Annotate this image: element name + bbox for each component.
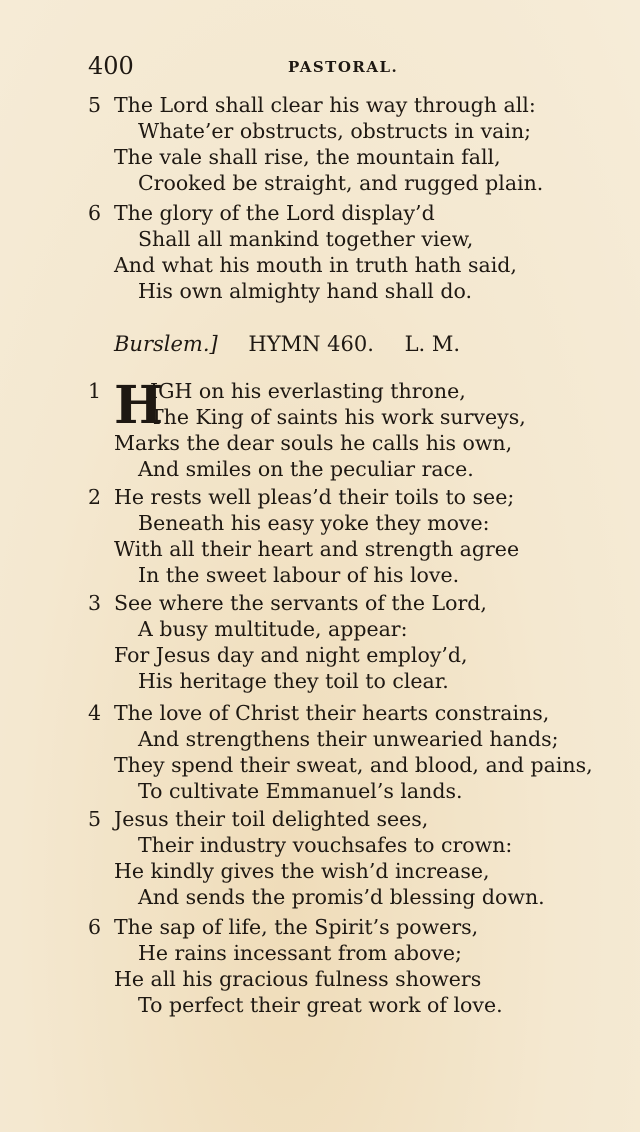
verse-line: IGH on his everlasting throne, [150, 379, 466, 403]
running-head: PASTORAL. [288, 58, 399, 76]
verse-line: And sends the promis’d blessing down. [138, 885, 545, 909]
verse-line: And smiles on the peculiar race. [138, 457, 474, 481]
verse-line: See where the servants of the Lord, [114, 591, 487, 615]
stanza [88, 484, 608, 588]
stanza [88, 375, 608, 482]
verse-line: Whate’er obstructs, obstructs in vain; [138, 119, 532, 143]
verse-line: To cultivate Emmanuel’s lands. [138, 779, 463, 803]
verse-line: He all his gracious fulness showers [114, 967, 482, 991]
verse-line: Jesus their toil delighted sees, [114, 807, 429, 831]
verse-line: Crooked be straight, and rugged plain. [138, 171, 544, 195]
stanza-number: 4 [88, 701, 102, 725]
verse-line: With all their heart and strength agree [114, 537, 520, 561]
stanza [88, 700, 608, 804]
stanza [88, 200, 608, 304]
verse-line: Beneath his easy yoke they move: [138, 511, 490, 535]
drop-cap: H [114, 375, 164, 436]
stanza [88, 914, 608, 1018]
verse-line: He kindly gives the wish’d increase, [114, 859, 490, 883]
verse-line: To perfect their great work of love. [138, 993, 503, 1017]
stanza-number: 2 [88, 485, 102, 509]
hymn-heading [114, 332, 484, 362]
verse-line: And what his mouth in truth hath said, [114, 253, 517, 277]
verse-line: They spend their sweat, and blood, and pains, [114, 753, 593, 777]
verse-line: His own almighty hand shall do. [138, 279, 472, 303]
verse-line: Shall all mankind together view, [138, 227, 474, 251]
verse-line: The King of saints his work surveys, [150, 405, 526, 429]
page-number: 400 [88, 52, 134, 80]
page-header [88, 52, 508, 82]
stanza-number: 1 [88, 379, 102, 403]
verse-line: A busy multitude, appear: [138, 617, 408, 641]
verse-line: The love of Christ their hearts constrains, [114, 701, 550, 725]
tune-name: Burslem.] [114, 332, 218, 356]
stanza [88, 92, 608, 196]
stanza-number: 6 [88, 201, 102, 225]
verse-line: He rains incessant from above; [138, 941, 462, 965]
stanza-number: 6 [88, 915, 102, 939]
verse-line: In the sweet labour of his love. [138, 563, 460, 587]
verse-line: Marks the dear souls he calls his own, [114, 431, 513, 455]
stanza [88, 806, 608, 910]
verse-line: Their industry vouchsafes to crown: [138, 833, 513, 857]
verse-line: His heritage they toil to clear. [138, 669, 449, 693]
hymn-title: HYMN 460. [248, 332, 374, 356]
verse-line: The vale shall rise, the mountain fall, [114, 145, 501, 169]
stanza-number: 3 [88, 591, 102, 615]
verse-line: He rests well pleas’d their toils to see; [114, 485, 515, 509]
verse-line: For Jesus day and night employ’d, [114, 643, 468, 667]
verse-line: The glory of the Lord display’d [114, 201, 435, 225]
verse-line: And strengthens their unwearied hands; [138, 727, 559, 751]
hymn-meter: L. M. [404, 332, 461, 356]
verse-line: The Lord shall clear his way through all: [114, 93, 536, 117]
stanza [88, 590, 608, 694]
stanza-number: 5 [88, 807, 102, 831]
stanza-number: 5 [88, 93, 102, 117]
verse-line: The sap of life, the Spirit’s powers, [114, 915, 479, 939]
